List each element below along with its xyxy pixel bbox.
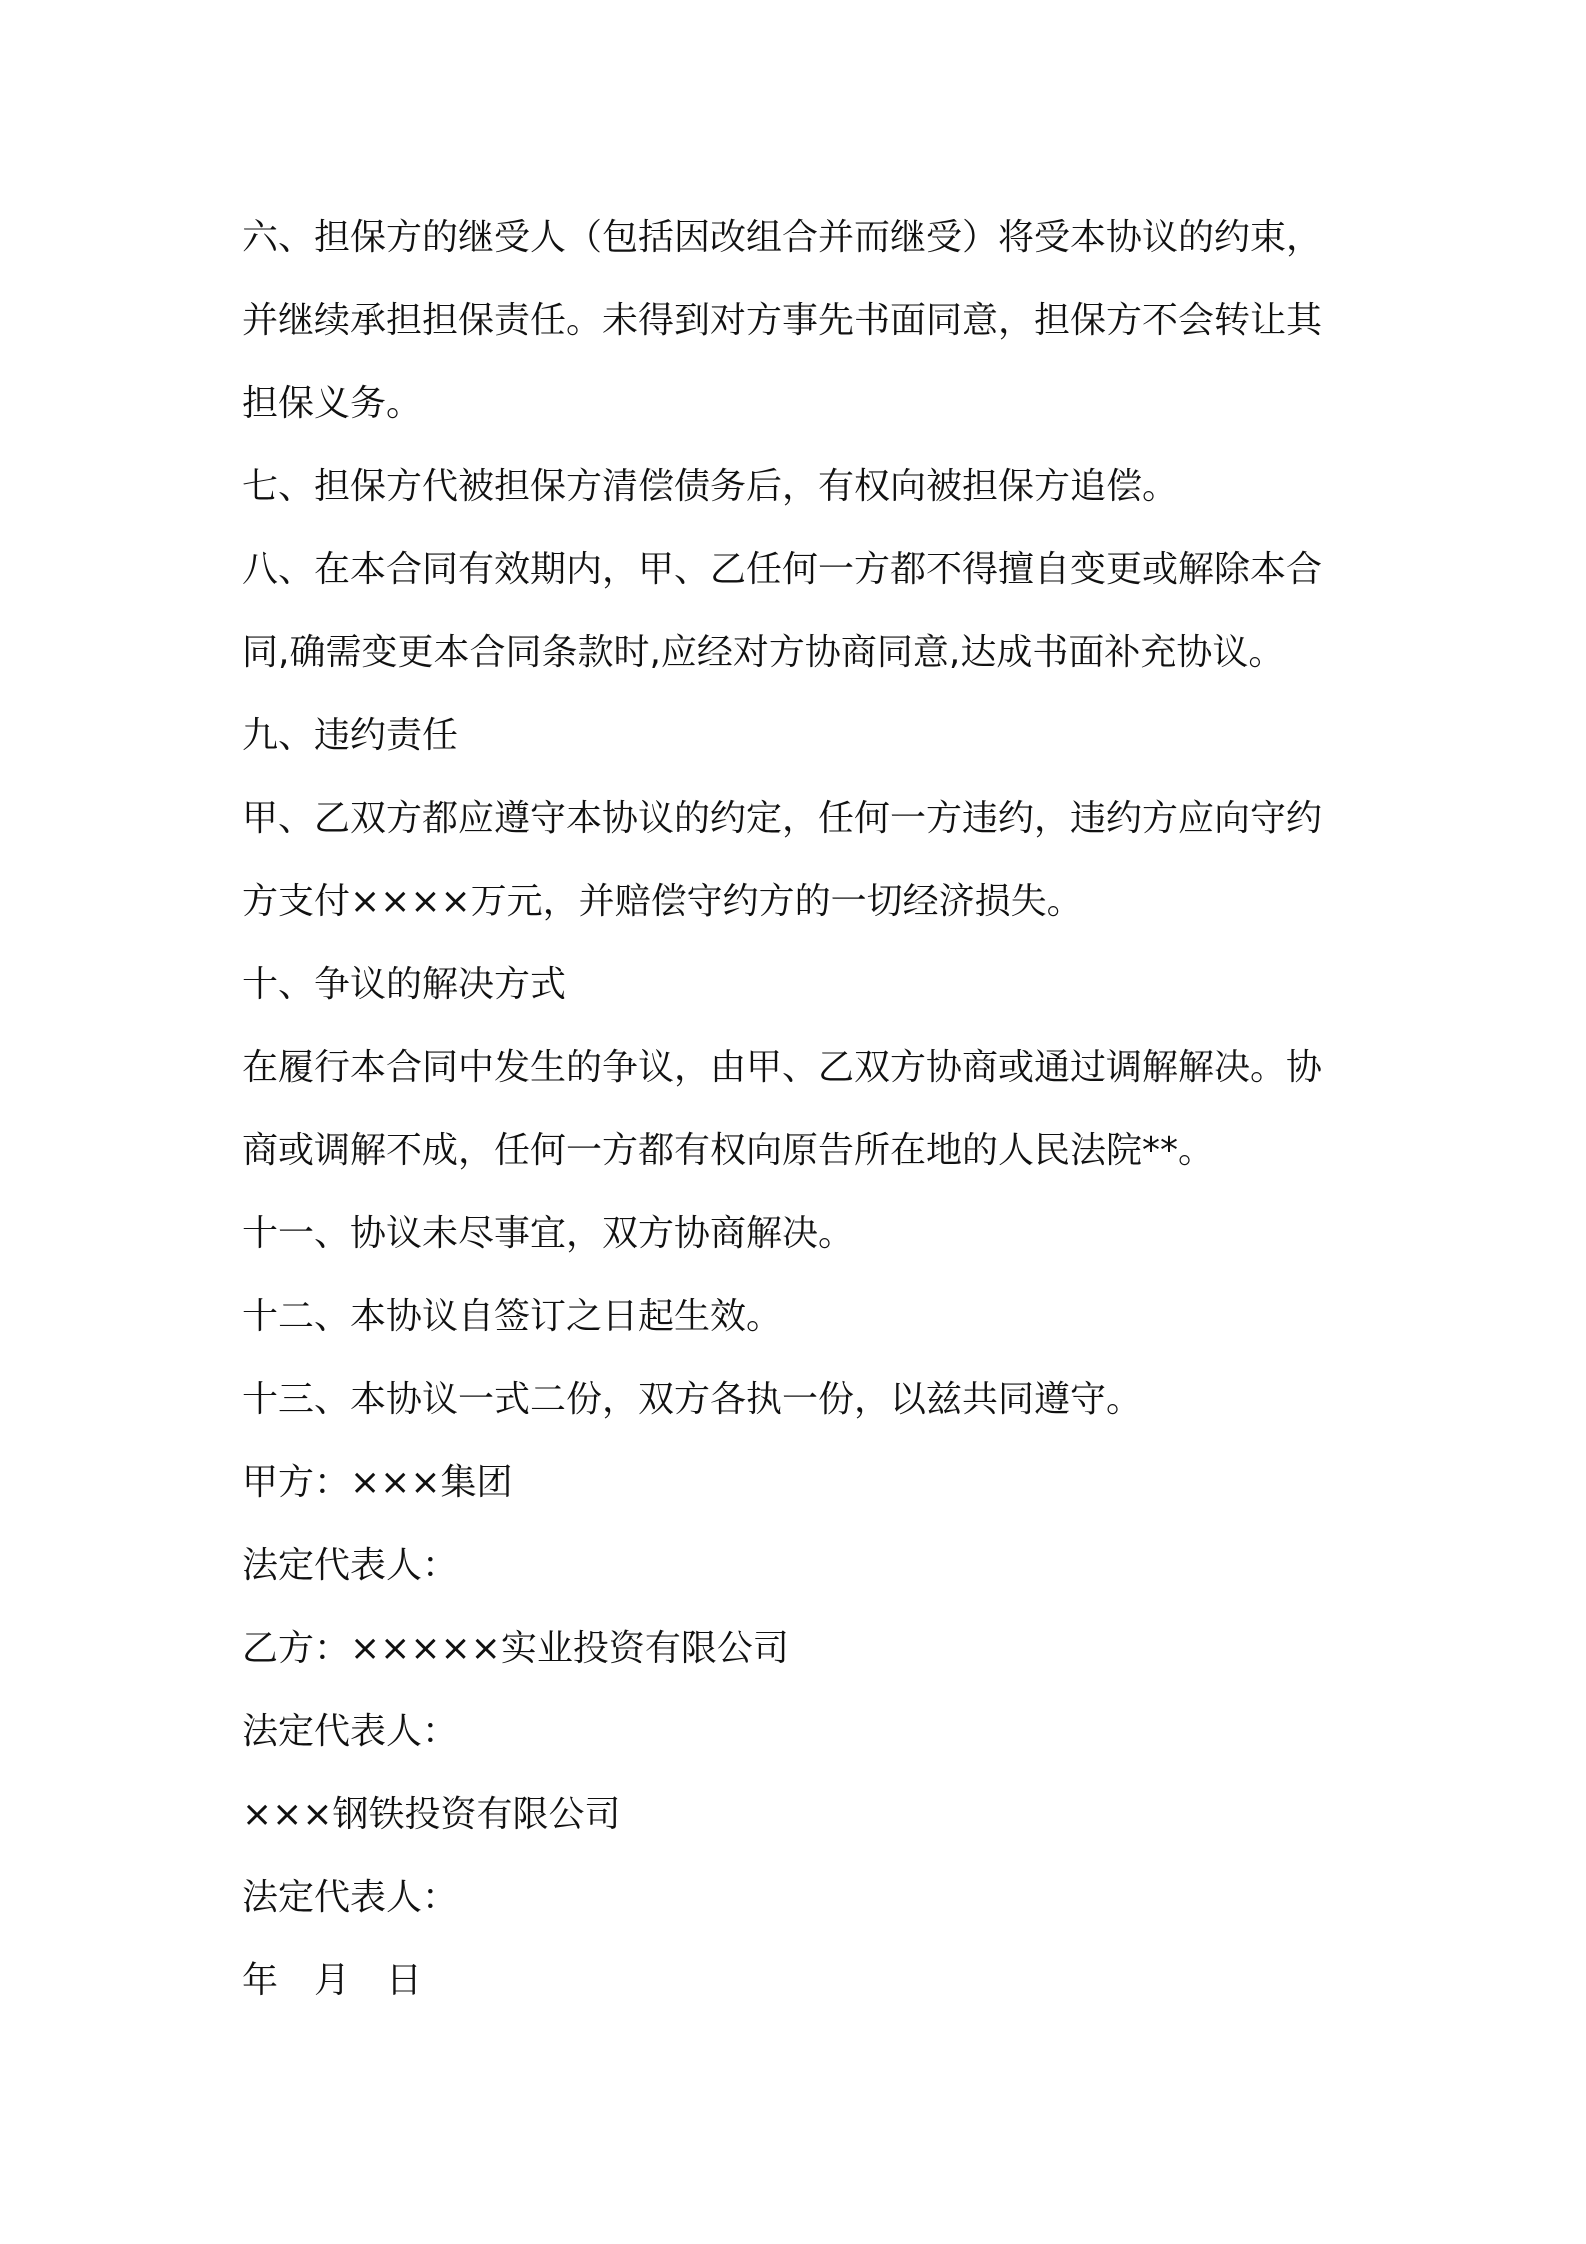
clause-ten-line-2: 商或调解不成，任何一方都有权向原告所在地的人民法院**。 xyxy=(242,1130,1215,1171)
clause-six-line-1: 六、担保方的继受人（包括因改组合并而继受）将受本协议的约束， xyxy=(242,217,1323,258)
party-b: 乙方：×××××实业投资有限公司 xyxy=(242,1628,789,1669)
guarantor: ×××钢铁投资有限公司 xyxy=(242,1794,621,1835)
clause-nine-line-2: 方支付××××万元，并赔偿守约方的一切经济损失。 xyxy=(242,881,1083,922)
guarantor-legal-rep: 法定代表人： xyxy=(242,1877,459,1918)
signing-date: 年 月 日 xyxy=(242,1960,423,2001)
clause-nine-heading: 九、违约责任 xyxy=(242,715,459,756)
clause-twelve: 十二、本协议自签订之日起生效。 xyxy=(242,1296,783,1337)
clause-ten-heading: 十、争议的解决方式 xyxy=(242,964,567,1005)
clause-eight-line-1: 八、在本合同有效期内，甲、乙任何一方都不得擅自变更或解除本合 xyxy=(242,549,1323,590)
party-b-legal-rep: 法定代表人： xyxy=(242,1711,459,1752)
clause-eleven: 十一、协议未尽事宜，双方协商解决。 xyxy=(242,1213,855,1254)
clause-seven: 七、担保方代被担保方清偿债务后，有权向被担保方追偿。 xyxy=(242,466,1179,507)
party-a: 甲方：×××集团 xyxy=(242,1462,513,1503)
party-a-legal-rep: 法定代表人： xyxy=(242,1545,459,1586)
clause-ten-line-1: 在履行本合同中发生的争议，由甲、乙双方协商或通过调解解决。协 xyxy=(242,1047,1323,1088)
clause-six-line-2: 并继续承担担保责任。未得到对方事先书面同意，担保方不会转让其 xyxy=(242,300,1323,341)
clause-thirteen: 十三、本协议一式二份，双方各执一份，以兹共同遵守。 xyxy=(242,1379,1143,1420)
clause-eight-line-2: 同,确需变更本合同条款时,应经对方协商同意,达成书面补充协议。 xyxy=(242,632,1285,673)
document-body xyxy=(242,196,1362,2022)
clause-nine-line-1: 甲、乙双方都应遵守本协议的约定，任何一方违约，违约方应向守约 xyxy=(242,798,1323,839)
clause-six-line-3: 担保义务。 xyxy=(242,383,423,424)
